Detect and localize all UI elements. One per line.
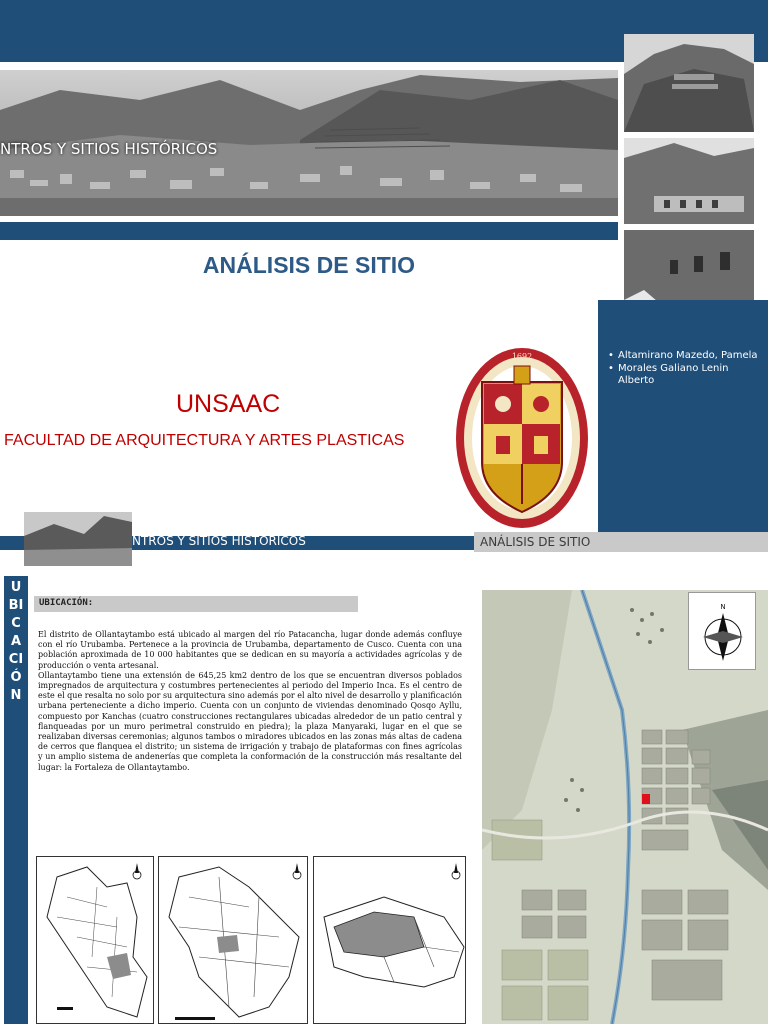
vertical-letter: CI [8,652,24,667]
cover-title: ANÁLISIS DE SITIO [202,252,416,278]
faculty-name: FACULTAD DE ARQUITECTURA Y ARTES PLASTICAS [4,432,405,449]
ubicacion-vertical-bar [4,576,28,1024]
peru-location-map [36,856,154,1024]
north-arrow [688,592,756,670]
vertical-letter: A [10,634,22,649]
body-text [38,630,462,773]
ruins-photo-2 [624,138,754,224]
strip-valley-thumbnail [24,512,132,566]
author-item: • Altamirano Mazedo, Pamela [608,350,764,363]
north-label: N [720,603,726,611]
section-header: UBICACIÓN: [39,598,94,608]
crest-year: 1692 [511,352,533,361]
cusco-region-map [158,856,308,1024]
vertical-letter: N [10,688,22,703]
body-paragraph: Ollantaytambo tiene una extensión de 645,25 km2 dentro de los que se encuentran diversos poblados impregnados de arquitectura y costumbres pertenecientes al periodo del Imperio Inca. Es el centro de este el que resalta no solo por su arquitectura sino además por el alto nivel de desarrollo y planificación urbana perteneciente a dicho imperio. Cuenta con un conjunto de viviendas denominado Qosqo Ayllu, compuesto por Kanchas (cuatro construcciones rectangulares ubicadas alrededor de un patio central y flanqueadas por un muro perimetral construido en piedra); la plaza Manyaraki, lugar en el que se realizaban diversas ceremonias; algunos tambos o miradores ubicados en las zonas más altas de cadena de cerros que flanquea el distrito; un sistema de irrigación y trabajo de plataformas con fines agrícolas y un amplio sistema de andenerías que completa la conformación de la construcción más resaltante del lugar: la Fortaleza de Ollantaytambo. [38,670,462,772]
mid-band [0,222,618,240]
strip-left-label: NTROS Y SITIOS HISTÓRICOS [132,534,306,548]
hero-banner-title: NTROS Y SITIOS HISTÓRICOS [0,140,218,158]
author-item: • Morales Galiano Lenin Alberto [608,363,764,388]
university-crest-logo [454,344,590,534]
vertical-letter: Ó [10,670,22,685]
urubamba-province-map [313,856,466,1024]
vertical-letter: BI [8,598,24,613]
authors-list [608,350,764,388]
university-name: UNSAAC [176,390,281,418]
vertical-letter: C [11,616,21,631]
ruins-photo-1 [624,34,754,132]
strip-right-label: ANÁLISIS DE SITIO [480,535,591,549]
vertical-letter: U [10,580,22,595]
body-paragraph: El distrito de Ollantaytambo está ubicado al margen del río Patacancha, lugar donde además confluye con el río Urubamba. Pertenece a la provincia de Urubamba, departamento de Cusco. Cuenta con una población aproximada de 10 000 habitantes que se dedican en su mayoría a actividades agrícolas y de producción o venta artesanal. [38,630,462,670]
authors-panel [598,300,768,538]
